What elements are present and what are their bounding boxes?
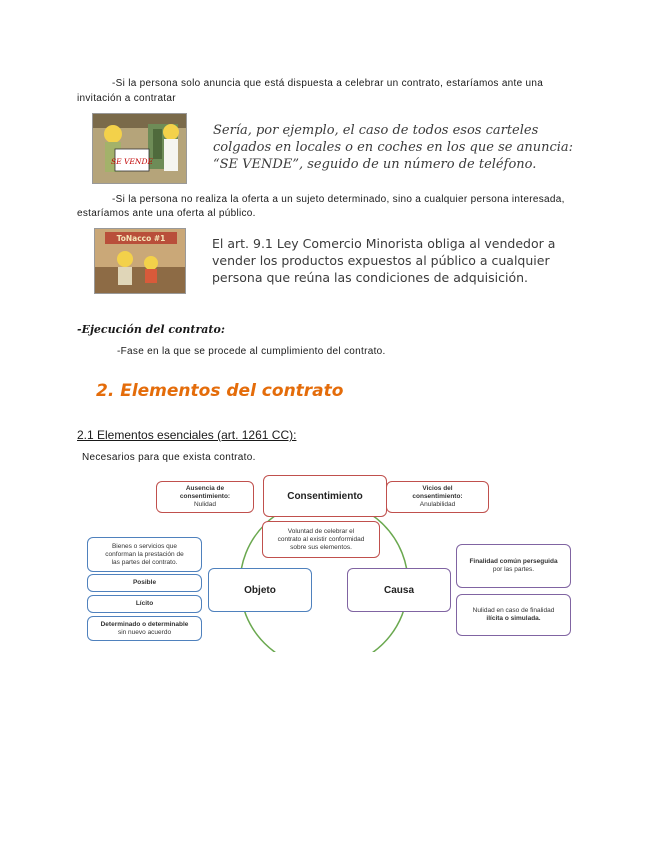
licito-box: [87, 595, 202, 613]
quote1-line3: “SE VENDE”, seguido de un número de teléfono.: [213, 157, 537, 172]
voluntad-box: [262, 521, 380, 558]
elements-diagram: [76, 472, 580, 652]
causa-label: Causa: [383, 584, 414, 596]
ausencia-title1: Ausencia de: [185, 485, 225, 492]
nulidad-box: [456, 594, 571, 636]
quote1-line1: Sería, por ejemplo, el caso de todos esos carteles: [213, 123, 539, 138]
quote1-line2: colgados en locales o en coches en los que se anuncia:: [213, 140, 574, 155]
tobacco-shop-image: [94, 228, 186, 294]
para1-line1: -Si la persona solo anuncia que está dispuesta a celebrar un contrato, estaríamos ante una: [112, 78, 544, 89]
vicios-consentimiento-box: [386, 481, 489, 513]
nulidad-line1: Nulidad en caso de finalidad: [472, 607, 555, 614]
nulidad-line2: ilícita o simulada.: [486, 615, 541, 622]
bienes-servicios-box: [87, 537, 202, 572]
se-vende-sign-text: SE VENDE: [111, 157, 153, 166]
finalidad-line2: por las partes.: [492, 566, 535, 573]
objeto-box: [208, 568, 312, 612]
determinado-box: [87, 616, 202, 641]
determinado-line1: Determinado o determinable: [100, 620, 189, 628]
ausencia-value: Nulidad: [193, 501, 217, 508]
para2-line1: -Si la persona no realiza la oferta a un sujeto determinado, sino a cualquier persona interesada,: [112, 194, 565, 205]
bienes-line3: las partes del contrato.: [111, 558, 178, 566]
para2-line2: estaríamos ante una oferta al público.: [77, 208, 256, 219]
ausencia-title2: consentimiento:: [179, 493, 231, 500]
intro-text: Necesarios para que exista contrato.: [82, 452, 256, 463]
bienes-line1: Bienes o servicios que: [111, 542, 178, 550]
posible-label: Posible: [132, 579, 157, 586]
finalidad-line1: Finalidad común perseguida: [469, 558, 558, 565]
determinado-line2: sin nuevo acuerdo: [117, 628, 172, 636]
ejecucion-text: -Fase en la que se procede al cumplimiento del contrato.: [117, 346, 386, 357]
tobacco-sign-text: ToNacco #1: [116, 234, 166, 243]
voluntad-line1: Voluntad de celebrar el: [287, 527, 355, 535]
bienes-line2: conforman la prestación de: [105, 550, 184, 558]
subsection-heading: 2.1 Elementos esenciales (art. 1261 CC):: [77, 428, 297, 442]
ejecucion-title: -Ejecución del contrato:: [77, 323, 225, 336]
se-vende-image: [92, 113, 187, 184]
finalidad-box: [456, 544, 571, 588]
vicios-title2: consentimiento:: [412, 493, 463, 500]
section-heading: 2. Elementos del contrato: [96, 381, 344, 401]
voluntad-line2: contrato al existir conformidad: [277, 535, 365, 543]
quote2-line3: persona que reúna las condiciones de adquisición.: [212, 270, 528, 285]
consentimiento-label: Consentimiento: [287, 490, 363, 502]
para1-line2: invitación a contratar: [77, 93, 176, 104]
voluntad-line3: sobre sus elementos.: [290, 543, 352, 551]
quote2-line2: vender los productos expuestos al público a cualquier: [212, 253, 550, 268]
objeto-label: Objeto: [244, 584, 276, 596]
ausencia-consentimiento-box: [156, 481, 254, 513]
licito-label: Lícito: [135, 600, 154, 607]
vicios-title1: Vicios del: [422, 485, 453, 492]
quote2-line1: El art. 9.1 Ley Comercio Minorista obliga al vendedor a: [212, 236, 556, 251]
vicios-value: Anulabilidad: [419, 501, 456, 508]
causa-box: [347, 568, 451, 612]
posible-box: [87, 574, 202, 592]
consentimiento-box: [263, 475, 387, 517]
